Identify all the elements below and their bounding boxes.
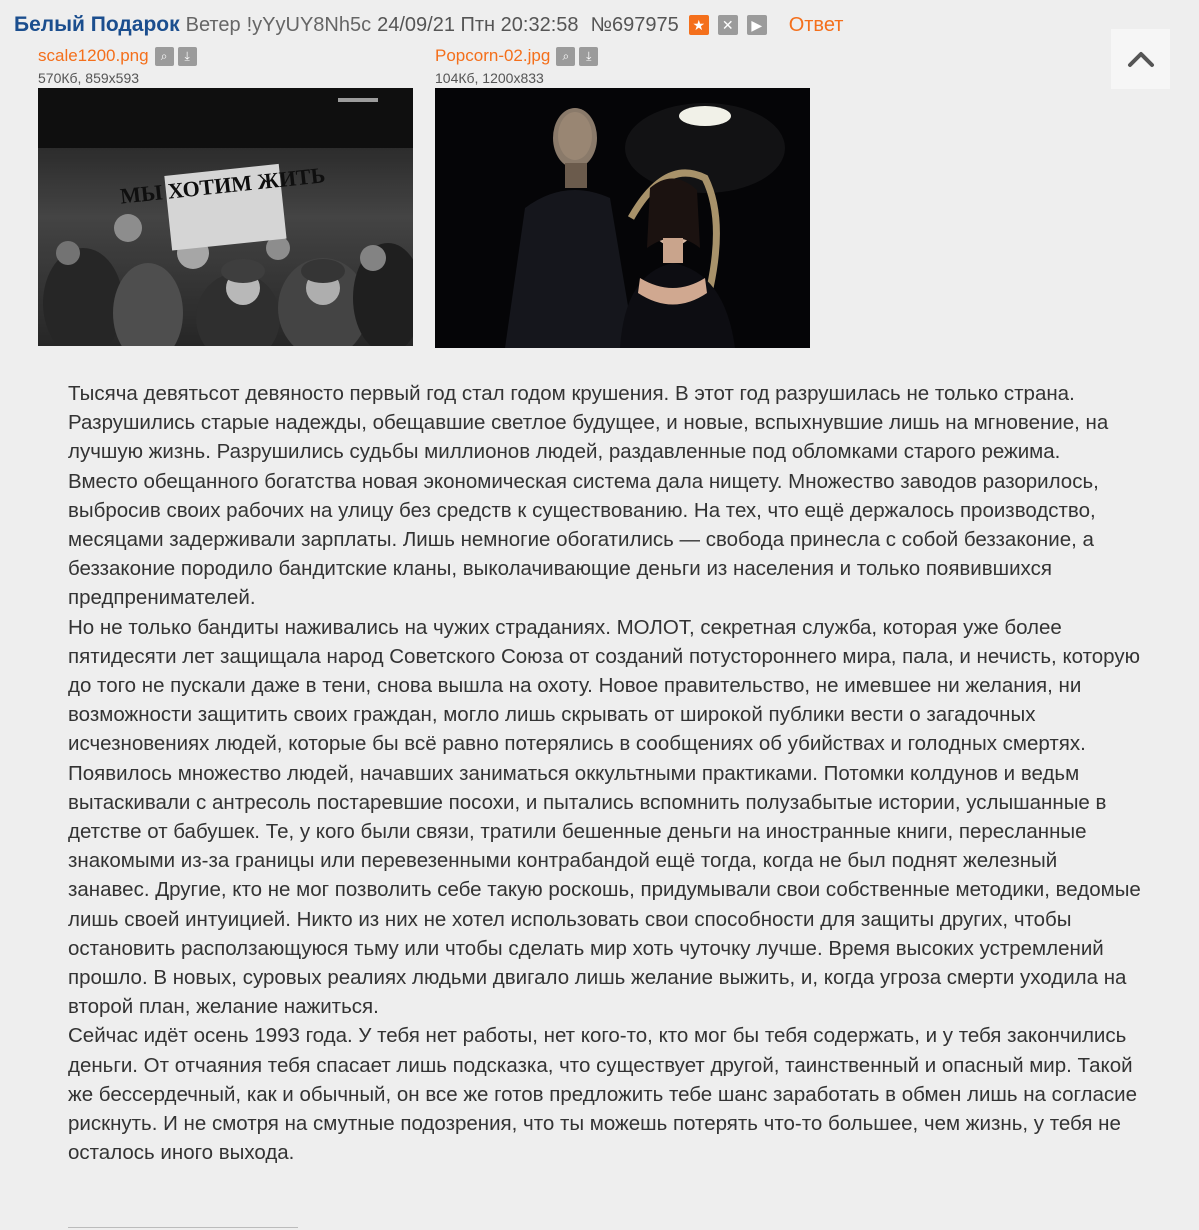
file-name-link[interactable]: Popcorn-02.jpg bbox=[435, 46, 551, 65]
poster-tripcode: !yYyUY8Nh5c bbox=[246, 13, 372, 36]
image-thumbnail[interactable] bbox=[435, 88, 810, 348]
reply-link[interactable]: Ответ bbox=[788, 13, 844, 36]
hide-post-icon[interactable]: ✕ bbox=[718, 15, 738, 35]
post-paragraph: Вместо обещанного богатства новая экономическая система дала нищету. Множество заводов разорилось, выбросив своих рабочих на улицу без средств к существованию. На тех, что ещё держалось производство, месяцами задерживали зарплаты. Лишь немногие обогатились — свобода принесла с собой беззаконие, а беззаконие породило бандитские кланы, выколачивающие деньги из населения и только появившихся предпренимателей. bbox=[68, 469, 1099, 610]
file-name-link[interactable]: scale1200.png bbox=[38, 46, 149, 65]
search-image-icon[interactable]: ⌕ bbox=[556, 47, 575, 66]
post-paragraph: Тысяча девятьсот девяносто первый год стал годом крушения. В этот год разрушилась не только страна. Разрушились старые надежды, обещавшие светлое будущее, и новые, вспыхнувшие лишь на мгновение, на лучшую жизнь. Разрушились судьбы миллионов людей, раздавленные под обломками старого режима. bbox=[68, 382, 1109, 464]
download-icon[interactable]: ⤓ bbox=[178, 47, 197, 66]
scroll-to-top-button[interactable] bbox=[1111, 29, 1170, 89]
post-number[interactable]: №697975 bbox=[590, 13, 679, 36]
favorite-star-icon[interactable]: ★ bbox=[689, 15, 709, 35]
search-image-icon[interactable]: ⌕ bbox=[155, 47, 174, 66]
post-paragraph: Но не только бандиты наживались на чужих страданиях. МОЛОТ, секретная служба, которая уже более пятидесяти лет защищала народ Советского Союза от созданий потустороннего мира, пала, и нечисть, которую до того не пускали даже в тени, снова вышла на охоту. Новое правительство, не имевшее ни желания, ни возможности защитить своих граждан, могло лишь скрывать от широкой публики вести о загадочных исчезновениях людей, которые бы всё равно потерялись в сообщениях об убийствах и голодных смертях. Появилось множество людей, начавших заниматься оккультными практиками. Потомки колдунов и ведьм вытаскивали с антресоль постаревшие посохи, и пытались вспомнить полузабытые истории, услышанные в детстве от бабушек. Те, у кого были связи, тратили бешенные деньги на иностранные книги, пересланные знакомыми из-за границы или перевезенными контрабандой ещё тогда, когда не был поднят железный занавес. Другие, кто не мог позволить себе такую роскошь, придумывали свои собственные методики, ведомые лишь своей интуицией. Никто из них не хотел использовать свои способности для защиты других, чтобы остановить расползающуюся тьму или чтобы сделать мир хоть чуточку лучше. Время высоких устремлений прошло. В новых, суровых реалиях людьми двигало лишь желание выжить, и, когда угроза смерти уходила на второй план, желание нажиться. bbox=[68, 615, 1141, 1019]
post-paragraph: Сейчас идёт осень 1993 года. У тебя нет работы, нет кого-то, кто мог бы тебя содержать, и у тебя закончились деньги. От отчаяния тебя спасает лишь подсказка, что существует другой, таинственный и опасный мир. Такой же бессердечный, как и обычный, он все же готов предложить тебе шанс заработать в обмен лишь на согласие рискнуть. И не смотря на смутные подозрения, что ты можешь потерять что-то большее, чем жизнь, у тебя не осталось иного выхода. bbox=[68, 1024, 1138, 1165]
file-attachment bbox=[38, 44, 413, 346]
post-header bbox=[14, 10, 843, 40]
play-icon[interactable]: ▶ bbox=[747, 15, 767, 35]
post-subject: Белый Подарок bbox=[14, 13, 180, 36]
image-thumbnail[interactable] bbox=[38, 88, 413, 346]
divider bbox=[68, 1227, 298, 1228]
download-icon[interactable]: ⤓ bbox=[579, 47, 598, 66]
file-meta: 570Кб, 859x593 bbox=[38, 70, 140, 86]
file-attachment bbox=[435, 44, 810, 348]
protest-sign-text: МЫ ХОТИМ ЖИТЬ bbox=[118, 162, 327, 209]
file-meta: 104Кб, 1200x833 bbox=[435, 70, 544, 86]
chevron-up-icon bbox=[1127, 50, 1155, 68]
post-date: 24/09/21 Птн 20:32:58 bbox=[377, 13, 579, 36]
poster-name: Ветер bbox=[185, 13, 241, 36]
post-body bbox=[68, 379, 1143, 1167]
